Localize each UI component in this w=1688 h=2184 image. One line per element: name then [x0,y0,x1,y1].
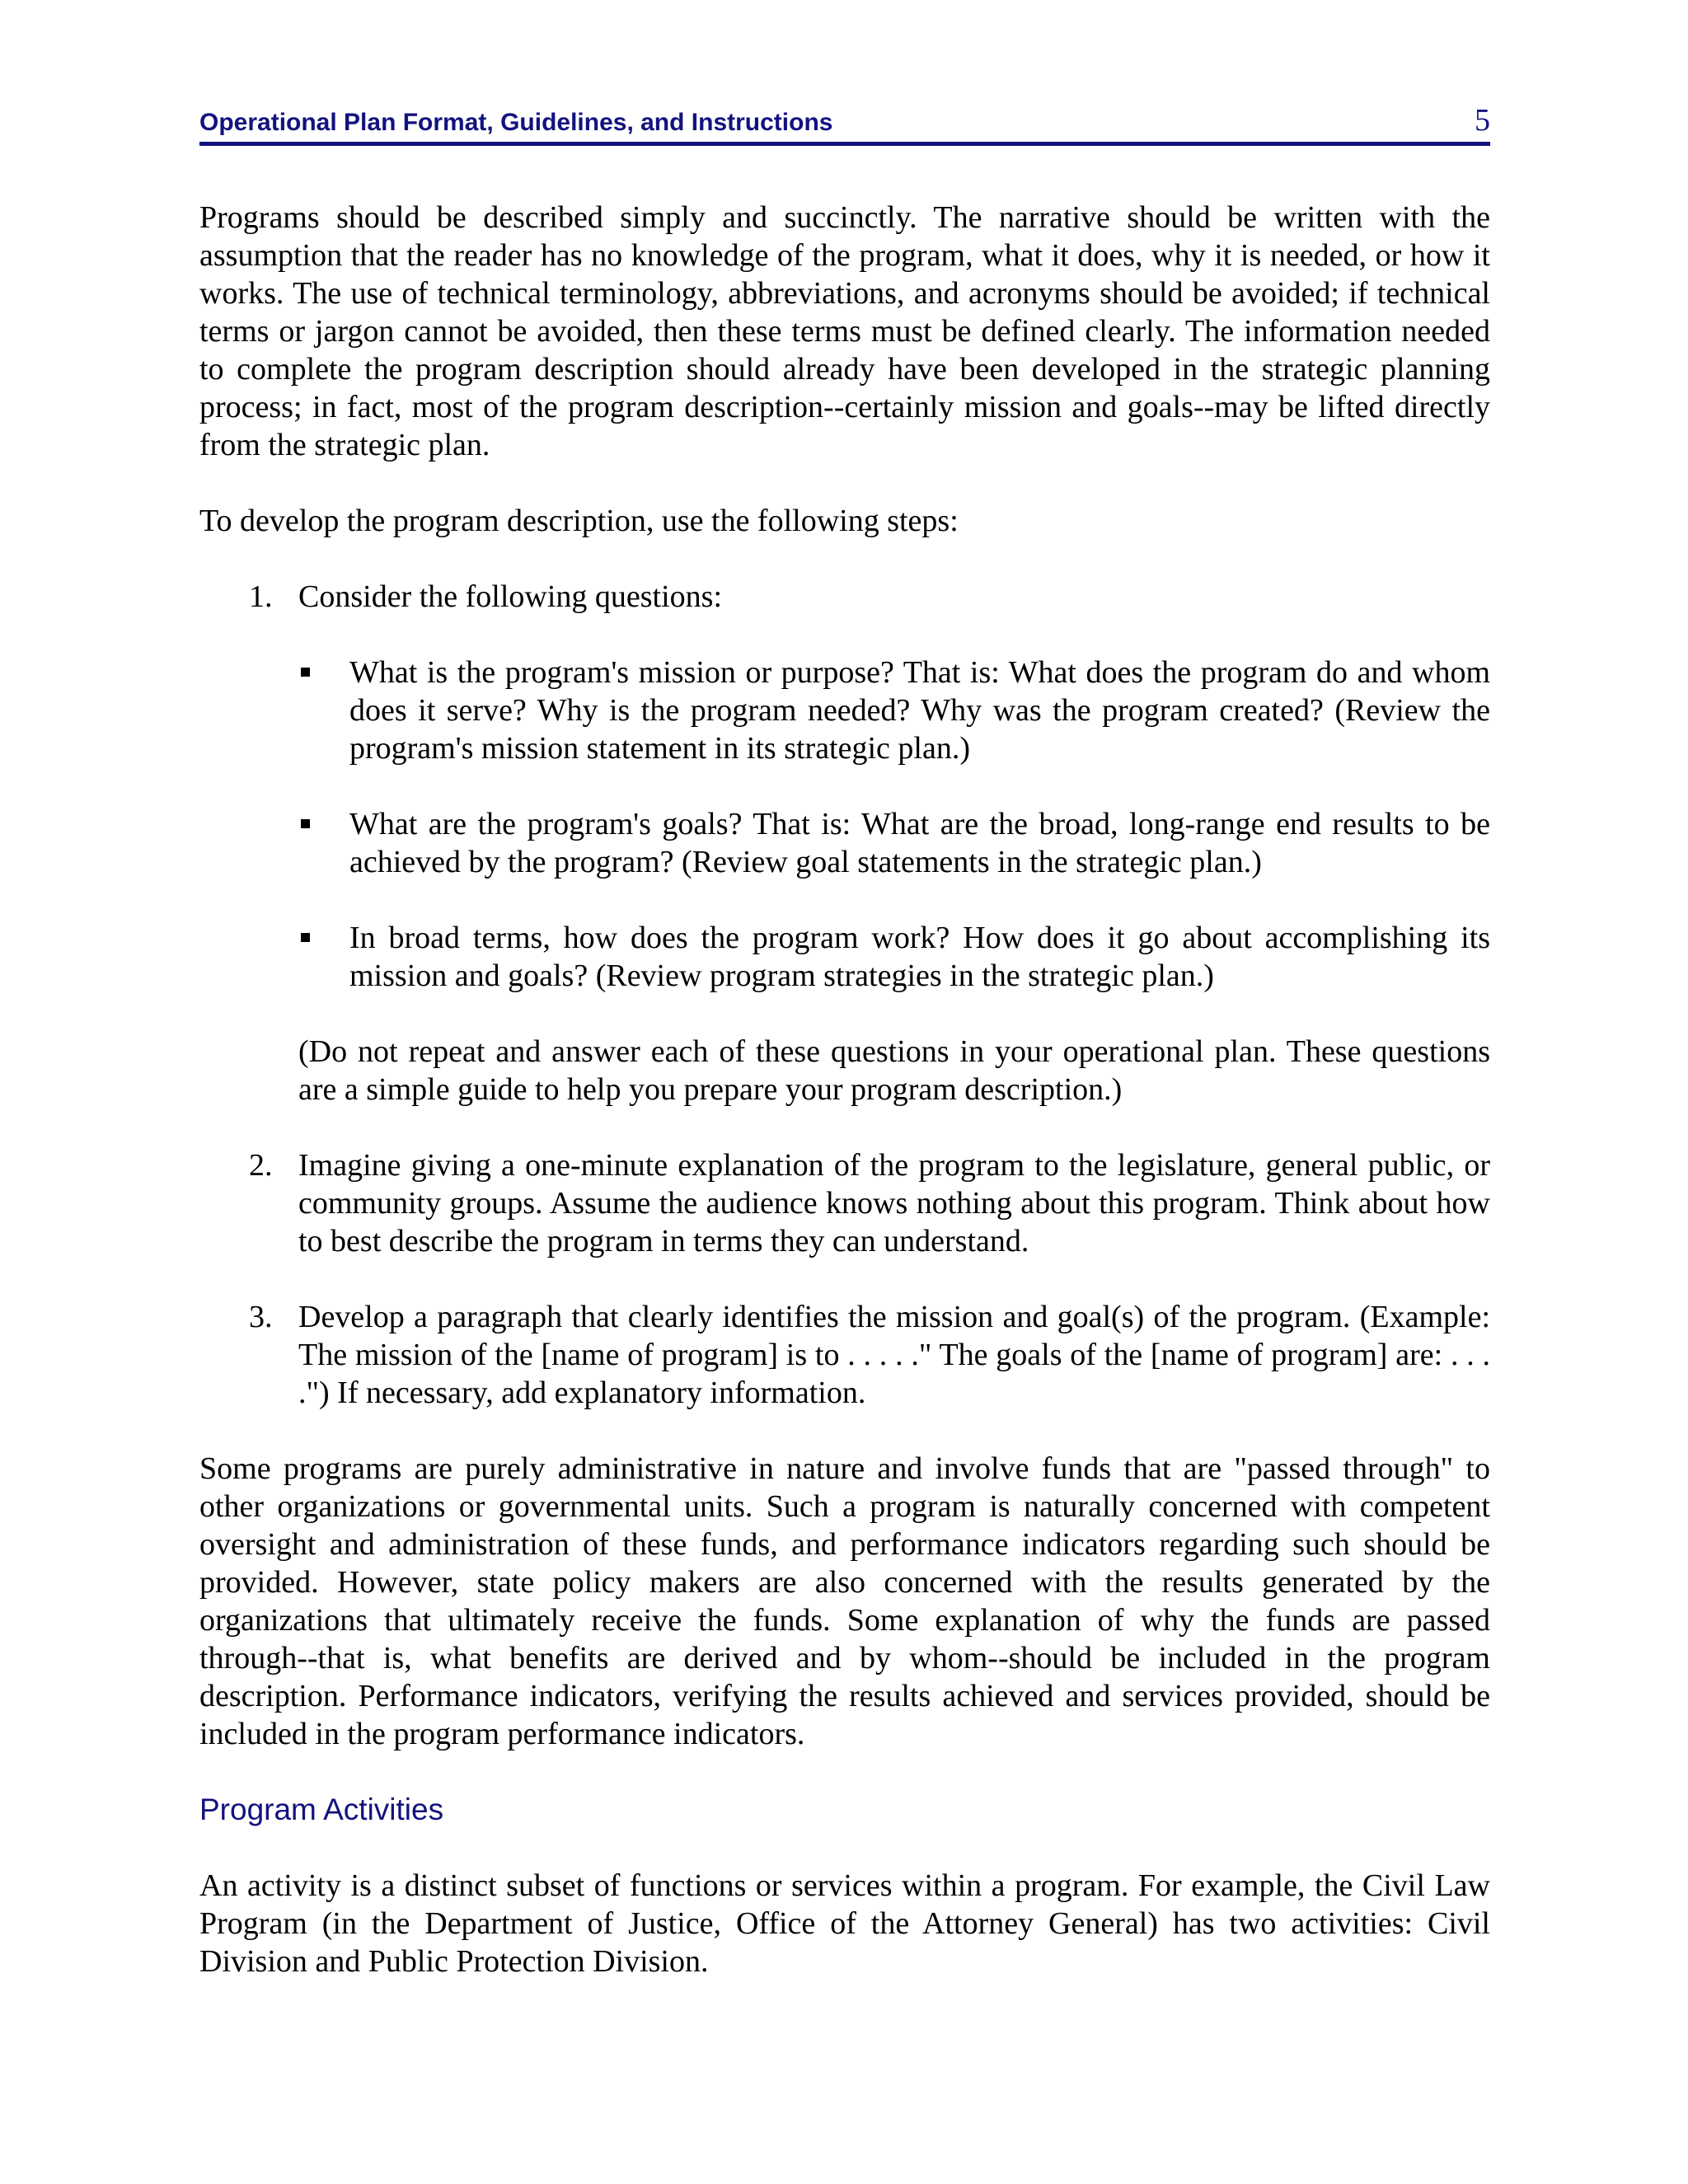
step-item-3 [199,1298,1490,1412]
steps-list [199,578,1490,1412]
activities-paragraph: An activity is a distinct subset of functions or services within a program. For example, the Civil Law Program (in the Department of Justice, Office of the Attorney General) has two activities: Civil Division and Public Protection Division. [199,1868,1490,1979]
header-title: Operational Plan Format, Guidelines, and Instructions [199,109,833,136]
question-item [298,919,1490,995]
page-header [199,101,1490,146]
step-item-2 [199,1146,1490,1260]
question-item [298,805,1490,881]
question-text: What is the program's mission or purpose? That is: What does the program do and whom does it serve? Why is the program needed? Why was the program created? (Review the program's mission statement in its strategic plan.) [349,655,1490,766]
question-item [298,654,1490,767]
step-item-1 [199,578,1490,1108]
step-number: 1. [249,579,273,614]
square-bullet-icon [301,668,310,677]
question-text: What are the program's goals? That is: What are the broad, long-range end results to be achieved by the program? (Review goal statements in the strategic plan.) [349,807,1490,879]
step-text: Imagine giving a one-minute explanation of the program to the legislature, general public, or community groups. Assume the audience knows nothing about this program. Think about how to best describe the program in terms they can understand. [298,1148,1490,1258]
question-text: In broad terms, how does the program work? How does it go about accomplishing its mission and goals? (Review program strategies in the strategic plan.) [349,921,1490,993]
square-bullet-icon [301,933,310,942]
section-heading: Program Activities [199,1793,444,1826]
step-number: 3. [249,1300,273,1334]
questions-note: (Do not repeat and answer each of these questions in your operational plan. These questions are a simple guide to help you prepare your program description.) [298,1034,1490,1107]
steps-lead-paragraph: To develop the program description, use the following steps: [199,504,959,538]
square-bullet-icon [301,819,310,828]
document-body [199,199,1490,2018]
intro-paragraph: Programs should be described simply and succinctly. The narrative should be written with the assumption that the reader has no knowledge of the program, what it does, why it is needed, or how it works. The use of technical terminology, abbreviations, and acronyms should be avoided; if technical terms or jargon cannot be avoided, then these terms must be defined clearly. The information needed to complete the program description should already have been developed in the strategic planning process; in fact, most of the program description--certainly mission and goals--may be lifted directly from the strategic plan. [199,200,1490,462]
step-text: Develop a paragraph that clearly identifies the mission and goal(s) of the program. (Example: The mission of the [name of program] is to . . . . ." The goals of the [name of program] are: . . . .") If necessary, add explanatory information. [298,1300,1490,1410]
pass-through-paragraph: Some programs are purely administrative in nature and involve funds that are "passed through" to other organizations or governmental units. Such a program is naturally concerned with competent oversight and administration of these funds, and performance indicators regarding such should be provided. However, state policy makers are also concerned with the results generated by the organizations that ultimately receive the funds. Some explanation of why the funds are passed through--that is, what benefits are derived and by whom--should be included in the program description. Performance indicators, verifying the results achieved and services provided, should be included in the program performance indicators. [199,1451,1490,1751]
questions-list [298,654,1490,995]
page-number: 5 [1475,103,1490,138]
step-number: 2. [249,1148,273,1183]
step-text: Consider the following questions: [298,579,723,614]
